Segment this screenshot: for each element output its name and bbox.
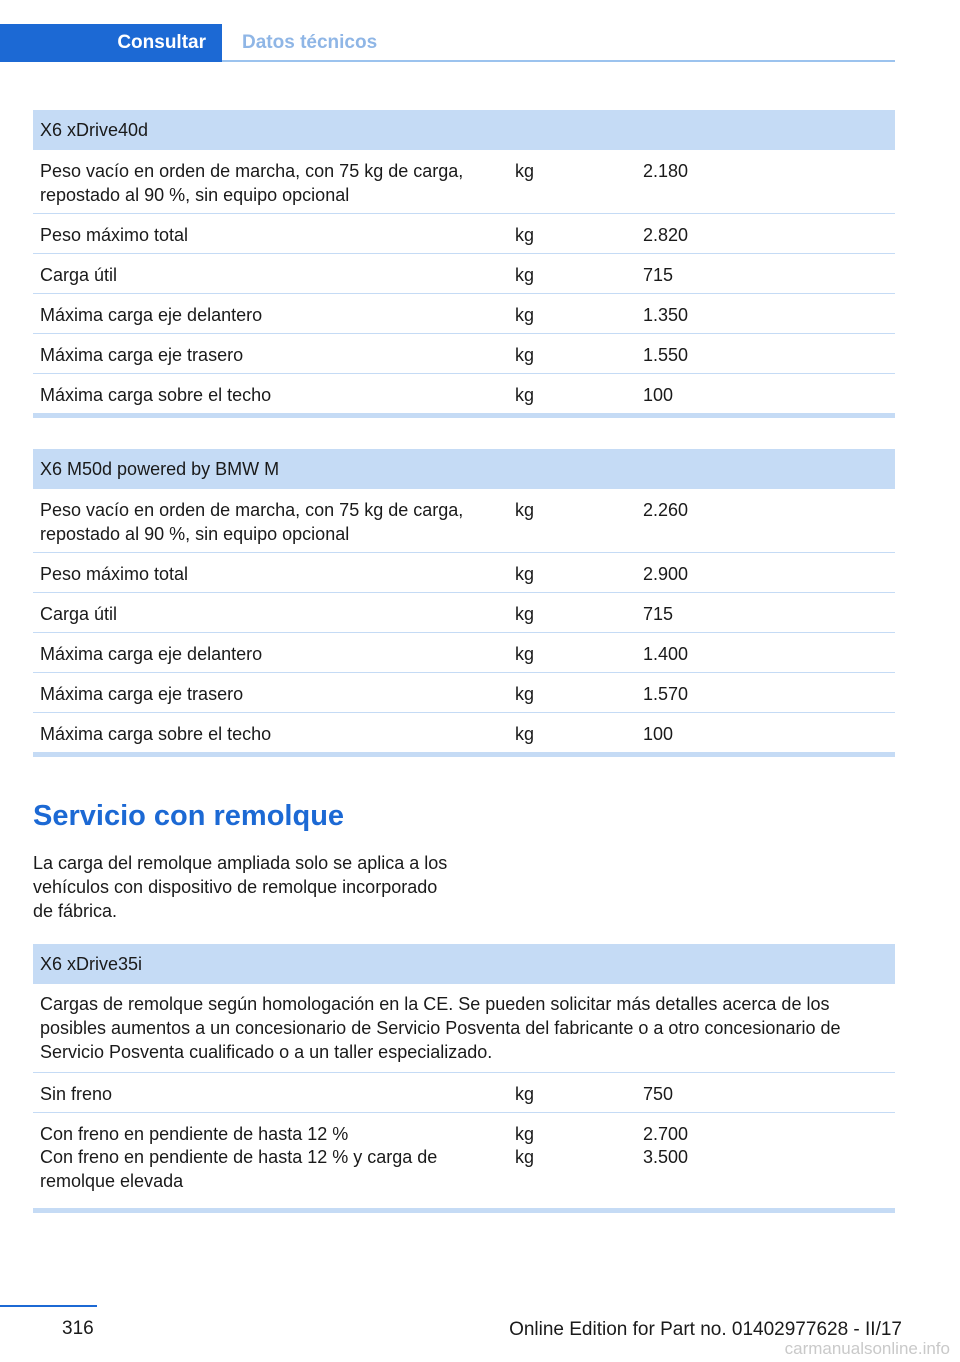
row-label: Sin freno	[40, 1084, 113, 1104]
row-label: Máxima carga eje trasero	[40, 345, 244, 365]
row-value: 2.700	[643, 1124, 689, 1144]
row-unit: kg	[515, 225, 535, 245]
row-unit: kg	[515, 1124, 535, 1144]
table-row	[33, 713, 895, 752]
row-value: 2.900	[643, 564, 689, 584]
table-row	[33, 1145, 895, 1208]
row-value: 1.550	[643, 345, 689, 365]
tab-datos-tecnicos[interactable]: Datos técnicos	[242, 32, 378, 53]
row-unit: kg	[515, 500, 535, 520]
table-row	[33, 1073, 895, 1113]
row-label: Con freno en pendiente de hasta 12 %	[40, 1124, 349, 1144]
page-number: 316	[62, 1318, 94, 1339]
watermark: carmanualsonline.info	[784, 1339, 950, 1358]
row-unit: kg	[515, 724, 535, 744]
row-unit: kg	[515, 684, 535, 704]
row-value: 2.260	[643, 500, 689, 520]
spec-table-xdrive35i	[33, 944, 895, 1213]
table-end-rule	[33, 1208, 895, 1213]
row-label: Máxima carga sobre el techo	[40, 724, 272, 744]
table-row	[33, 374, 895, 413]
row-label: Máxima carga eje delantero	[40, 644, 263, 664]
row-label: Carga útil	[40, 265, 118, 285]
row-label: Máxima carga sobre el techo	[40, 385, 272, 405]
table-end-rule	[33, 413, 895, 418]
table-row	[33, 150, 895, 214]
row-value: 1.350	[643, 305, 689, 325]
table-title: X6 M50d powered by BMW M	[33, 449, 895, 489]
table-row	[33, 334, 895, 374]
row-unit: kg	[515, 385, 535, 405]
header-tabs	[0, 24, 895, 62]
section-intro: La carga del remolque ampliada solo se aplica a los vehículos con dispositivo de remolque incorporado de fábrica.	[33, 853, 448, 921]
row-unit: kg	[515, 265, 535, 285]
footer-rule	[0, 1305, 97, 1307]
row-value: 1.400	[643, 644, 689, 664]
row-unit: kg	[515, 1084, 535, 1104]
row-value: 2.820	[643, 225, 689, 245]
spec-table-m50d	[33, 449, 895, 757]
row-label: Carga útil	[40, 604, 118, 624]
section-title: Servicio con remolque	[33, 800, 345, 832]
table-note: Cargas de remolque según homologación en la CE. Se pueden solicitar más detalles acerca de los posibles aumentos a un concesionario de Servicio Posventa del fabricante o a otro concesionario de Servicio Posventa cualificado o a un taller especializado.	[33, 984, 895, 1073]
row-label: Peso vacío en orden de marcha, con 75 kg de carga, repostado al 90 %, sin equipo opcional	[40, 500, 464, 544]
row-label: Con freno en pendiente de hasta 12 % y carga de remolque elevada	[40, 1147, 438, 1191]
table-title: X6 xDrive35i	[33, 944, 895, 984]
row-value: 750	[643, 1084, 674, 1104]
row-label: Máxima carga eje trasero	[40, 684, 244, 704]
row-label: Peso máximo total	[40, 225, 189, 245]
row-unit: kg	[515, 305, 535, 325]
table-row	[33, 489, 895, 553]
table-row	[33, 673, 895, 713]
row-value: 715	[643, 604, 674, 624]
table-row	[33, 1113, 895, 1145]
row-label: Peso máximo total	[40, 564, 189, 584]
row-value: 2.180	[643, 161, 689, 181]
row-unit: kg	[515, 644, 535, 664]
table-row	[33, 294, 895, 334]
row-value: 715	[643, 265, 674, 285]
row-value: 100	[643, 385, 674, 405]
row-unit: kg	[515, 161, 535, 181]
row-value: 100	[643, 724, 674, 744]
edition-note: Online Edition for Part no. 01402977628 - II/17	[509, 1319, 902, 1340]
row-label: Peso vacío en orden de marcha, con 75 kg de carga, repostado al 90 %, sin equipo opcional	[40, 161, 464, 205]
tab-consultar[interactable]: Consultar	[0, 24, 222, 62]
row-unit: kg	[515, 564, 535, 584]
row-unit: kg	[515, 604, 535, 624]
row-unit: kg	[515, 1147, 535, 1167]
table-row	[33, 593, 895, 633]
table-row	[33, 553, 895, 593]
row-unit: kg	[515, 345, 535, 365]
spec-table-xdrive40d	[33, 110, 895, 418]
row-value: 3.500	[643, 1147, 689, 1167]
table-title: X6 xDrive40d	[33, 110, 895, 150]
table-end-rule	[33, 752, 895, 757]
table-row	[33, 254, 895, 294]
table-row	[33, 633, 895, 673]
table-row	[33, 214, 895, 254]
row-label: Máxima carga eje delantero	[40, 305, 263, 325]
row-value: 1.570	[643, 684, 689, 704]
